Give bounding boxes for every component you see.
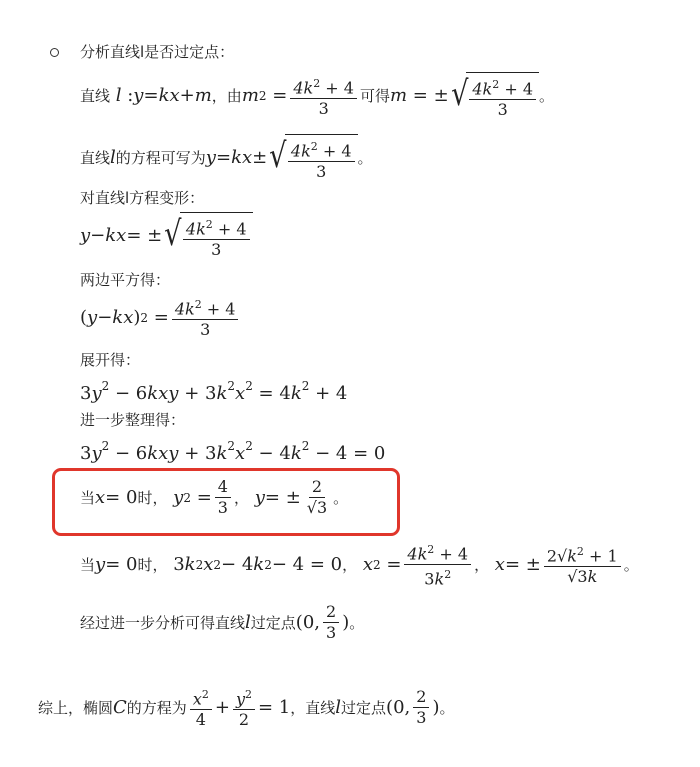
fraction: $\frac{4k^2 + 4}{3}$	[290, 74, 357, 119]
conclusion: 综上，椭圆 C 的方程为 $\frac{x^2}{4}$ + $\frac{y^2}{2}$ = 1 ，直线 l 过定点 (0, $\frac{2}{3}$ ) 。	[38, 685, 454, 730]
bullet-title: 分析直线l是否过定点：	[80, 43, 235, 61]
line-square-label: 两边平方得：	[80, 271, 171, 289]
line-direct-equation: 直线 l : y = kx + m ，由 m 2 = $\frac{4k^2 + 4}{3}$ 可得 m = ± √ $\frac{4k^2 + 4}{3}$ 。	[80, 74, 555, 120]
line-expand-label: 展开得：	[80, 351, 141, 369]
line-square-eq: ( y − kx ) 2 = $\frac{4k^2 + 4}{3}$	[80, 295, 241, 340]
sqrt-expression: √ $\frac{4k^2 + 4}{3}$	[267, 134, 357, 182]
line-rewrite: 直线 l 的方程可写为 y = kx ± √ $\frac{4k^2 + 4}{3}$ 。	[80, 136, 373, 182]
line-expand-eq: $3y^2 - 6kxy + 3k^2x^2 = 4k^2 + 4$	[80, 379, 348, 404]
line-transform-eq: y − kx = ± √ $\frac{4k^2 + 4}{3}$	[80, 212, 253, 260]
line-case-x0: 当 x = 0 时， y 2 = $\frac{4}{3}$ ， y = ± $\frac{2}{√3}$ 。	[80, 477, 349, 517]
line-transform-label: 对直线l方程变形：	[80, 189, 205, 207]
list-bullet-icon	[50, 48, 59, 57]
line-arrange-label: 进一步整理得：	[80, 411, 186, 429]
sqrt-expression: √ $\frac{4k^2 + 4}{3}$	[449, 72, 539, 120]
line-case-y0: 当 y = 0 时， 3 k 2 x 2 − 4 k 2 − 4 = 0 ， x 2 = $\frac{4k^2 + 4}{3k^2}$ ， x = ± $\frac{2√k^2 + 1}{√3k}$ 。	[80, 540, 639, 590]
sqrt-expression: √ $\frac{4k^2 + 4}{3}$	[162, 212, 252, 260]
line-fixed-point: 经过进一步分析可得直线 l 过定点 (0, $\frac{2}{3}$ ) 。	[80, 602, 365, 642]
line-arrange-eq: $3y^2 - 6kxy + 3k^2x^2 - 4k^2 - 4 = 0$	[80, 439, 386, 464]
